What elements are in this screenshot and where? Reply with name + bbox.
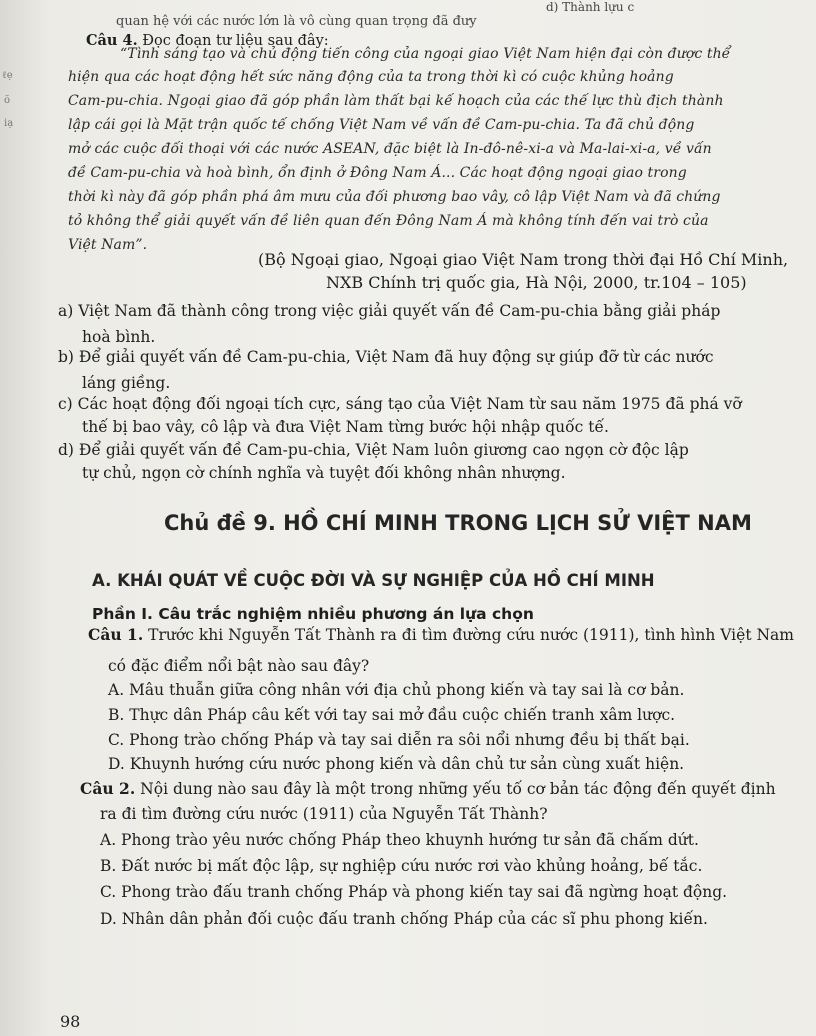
- quote-line: Việt Nam”.: [68, 237, 148, 253]
- mc-option: D. Nhân dân phản đối cuộc đấu tranh chống Pháp của các sĩ phu phong kiến.: [100, 910, 708, 928]
- quote-line: lập cái gọi là Mặt trận quốc tế chống Việt Nam về vấn đề Cam-pu-chia. Ta đã chủ động: [68, 117, 695, 133]
- mc-option: B. Đất nước bị mất độc lập, sự nghiệp cứu nước rơi vào khủng hoảng, bế tắc.: [100, 857, 703, 875]
- statement-a-cont: hoà bình.: [82, 328, 156, 346]
- mc-question-2-label: Câu 2.: [80, 779, 136, 798]
- citation-line: NXB Chính trị quốc gia, Hà Nội, 2000, tr.104 – 105): [326, 273, 747, 292]
- citation-line: (Bộ Ngoại giao, Ngoại giao Việt Nam trong thời đại Hồ Chí Minh,: [258, 250, 789, 269]
- quote-line: hiện qua các hoạt động hết sức năng động của ta trong thời kì có cuộc khủng hoảng: [68, 69, 674, 85]
- mc-option: B. Thực dân Pháp câu kết với tay sai mở đầu cuộc chiến tranh xâm lược.: [108, 706, 676, 724]
- quote-line: “Tình sáng tạo và chủ động tiến công của ngoại giao Việt Nam hiện đại còn được thể: [120, 46, 731, 62]
- page-number: 98: [60, 1012, 81, 1031]
- statement-b: b) Để giải quyết vấn đề Cam-pu-chia, Việt Nam đã huy động sự giúp đỡ từ các nước: [58, 348, 714, 366]
- mc-option: A. Phong trào yêu nước chống Pháp theo khuynh hướng tư sản đã chấm dứt.: [100, 831, 699, 849]
- mc-question-2-stem: [80, 779, 776, 798]
- mc-question-2-stem-cont: ra đi tìm đường cứu nước (1911) của Nguyễn Tất Thành?: [100, 805, 548, 823]
- quote-line: đề Cam-pu-chia và hoà bình, ổn định ở Đông Nam Á... Các hoạt động ngoại giao trong: [68, 165, 687, 181]
- statement-a: a) Việt Nam đã thành công trong việc giải quyết vấn đề Cam-pu-chia bằng giải pháp: [58, 302, 721, 320]
- margin-mark: ℓẹ: [2, 70, 13, 81]
- statement-c-cont: thế bị bao vây, cô lập và đưa Việt Nam từng bước hội nhập quốc tế.: [82, 418, 609, 436]
- section-title: A. KHÁI QUÁT VỀ CUỘC ĐỜI VÀ SỰ NGHIỆP CỦA HỒ CHÍ MINH: [92, 571, 655, 590]
- mc-question-1-stem: [88, 625, 794, 644]
- quote-line: thời kì này đã góp phần phá âm mưu của đối phương bao vây, cô lập Việt Nam và đã chứng: [68, 189, 721, 205]
- top-fragment-line-1: d) Thành lựu c: [546, 0, 635, 14]
- mc-option: C. Phong trào đấu tranh chống Pháp và phong kiến tay sai đã ngừng hoạt động.: [100, 883, 728, 901]
- mc-question-2-stem-text: Nội dung nào sau đây là một trong những yếu tố cơ bản tác động đến quyết định: [140, 780, 776, 798]
- quote-line: Cam-pu-chia. Ngoại giao đã góp phần làm thất bại kế hoạch của các thế lực thù địch thành: [68, 93, 724, 109]
- statement-b-cont: láng giềng.: [82, 374, 171, 392]
- statement-c: c) Các hoạt động đối ngoại tích cực, sáng tạo của Việt Nam từ sau năm 1975 đã phá vỡ: [58, 395, 742, 413]
- question-4-prompt: Đọc đoạn tư liệu sau đây:: [142, 33, 329, 49]
- quote-line: mở các cuộc đối thoại với các nước ASEAN, đặc biệt là In-đô-nê-xi-a và Ma-lai-xi-a, về vấn: [68, 141, 712, 157]
- top-fragment-line-2: quan hệ với các nước lớn là vô cùng quan trọng đã đưy: [116, 14, 477, 29]
- question-4-label: Câu 4.: [86, 32, 138, 49]
- statement-d-cont: tự chủ, ngọn cờ chính nghĩa và tuyệt đối không nhân nhượng.: [82, 464, 566, 482]
- chapter-title: Chủ đề 9. HỒ CHÍ MINH TRONG LỊCH SỬ VIỆT NAM: [164, 511, 752, 535]
- mc-question-1-label: Câu 1.: [88, 625, 144, 644]
- quote-line: tỏ không thể giải quyết vấn đề liên quan đến Đông Nam Á mà không tính đến vai trò của: [68, 213, 709, 229]
- mc-option: D. Khuynh hướng cứu nước phong kiến và dân chủ tư sản cùng xuất hiện.: [108, 755, 685, 773]
- margin-mark: iạ: [4, 118, 14, 129]
- statement-d: d) Để giải quyết vấn đề Cam-pu-chia, Việt Nam luôn giương cao ngọn cờ độc lập: [58, 441, 689, 459]
- margin-mark: õ: [4, 95, 11, 106]
- mc-question-1-stem-cont: có đặc điểm nổi bật nào sau đây?: [108, 657, 370, 675]
- mc-option: A. Mâu thuẫn giữa công nhân với địa chủ phong kiến và tay sai là cơ bản.: [108, 681, 685, 699]
- mc-question-1-stem-text: Trước khi Nguyễn Tất Thành ra đi tìm đường cứu nước (1911), tình hình Việt Nam: [148, 626, 794, 644]
- mc-option: C. Phong trào chống Pháp và tay sai diễn ra sôi nổi nhưng đều bị thất bại.: [108, 731, 690, 749]
- part-title: Phần I. Câu trắc nghiệm nhiều phương án lựa chọn: [92, 605, 534, 623]
